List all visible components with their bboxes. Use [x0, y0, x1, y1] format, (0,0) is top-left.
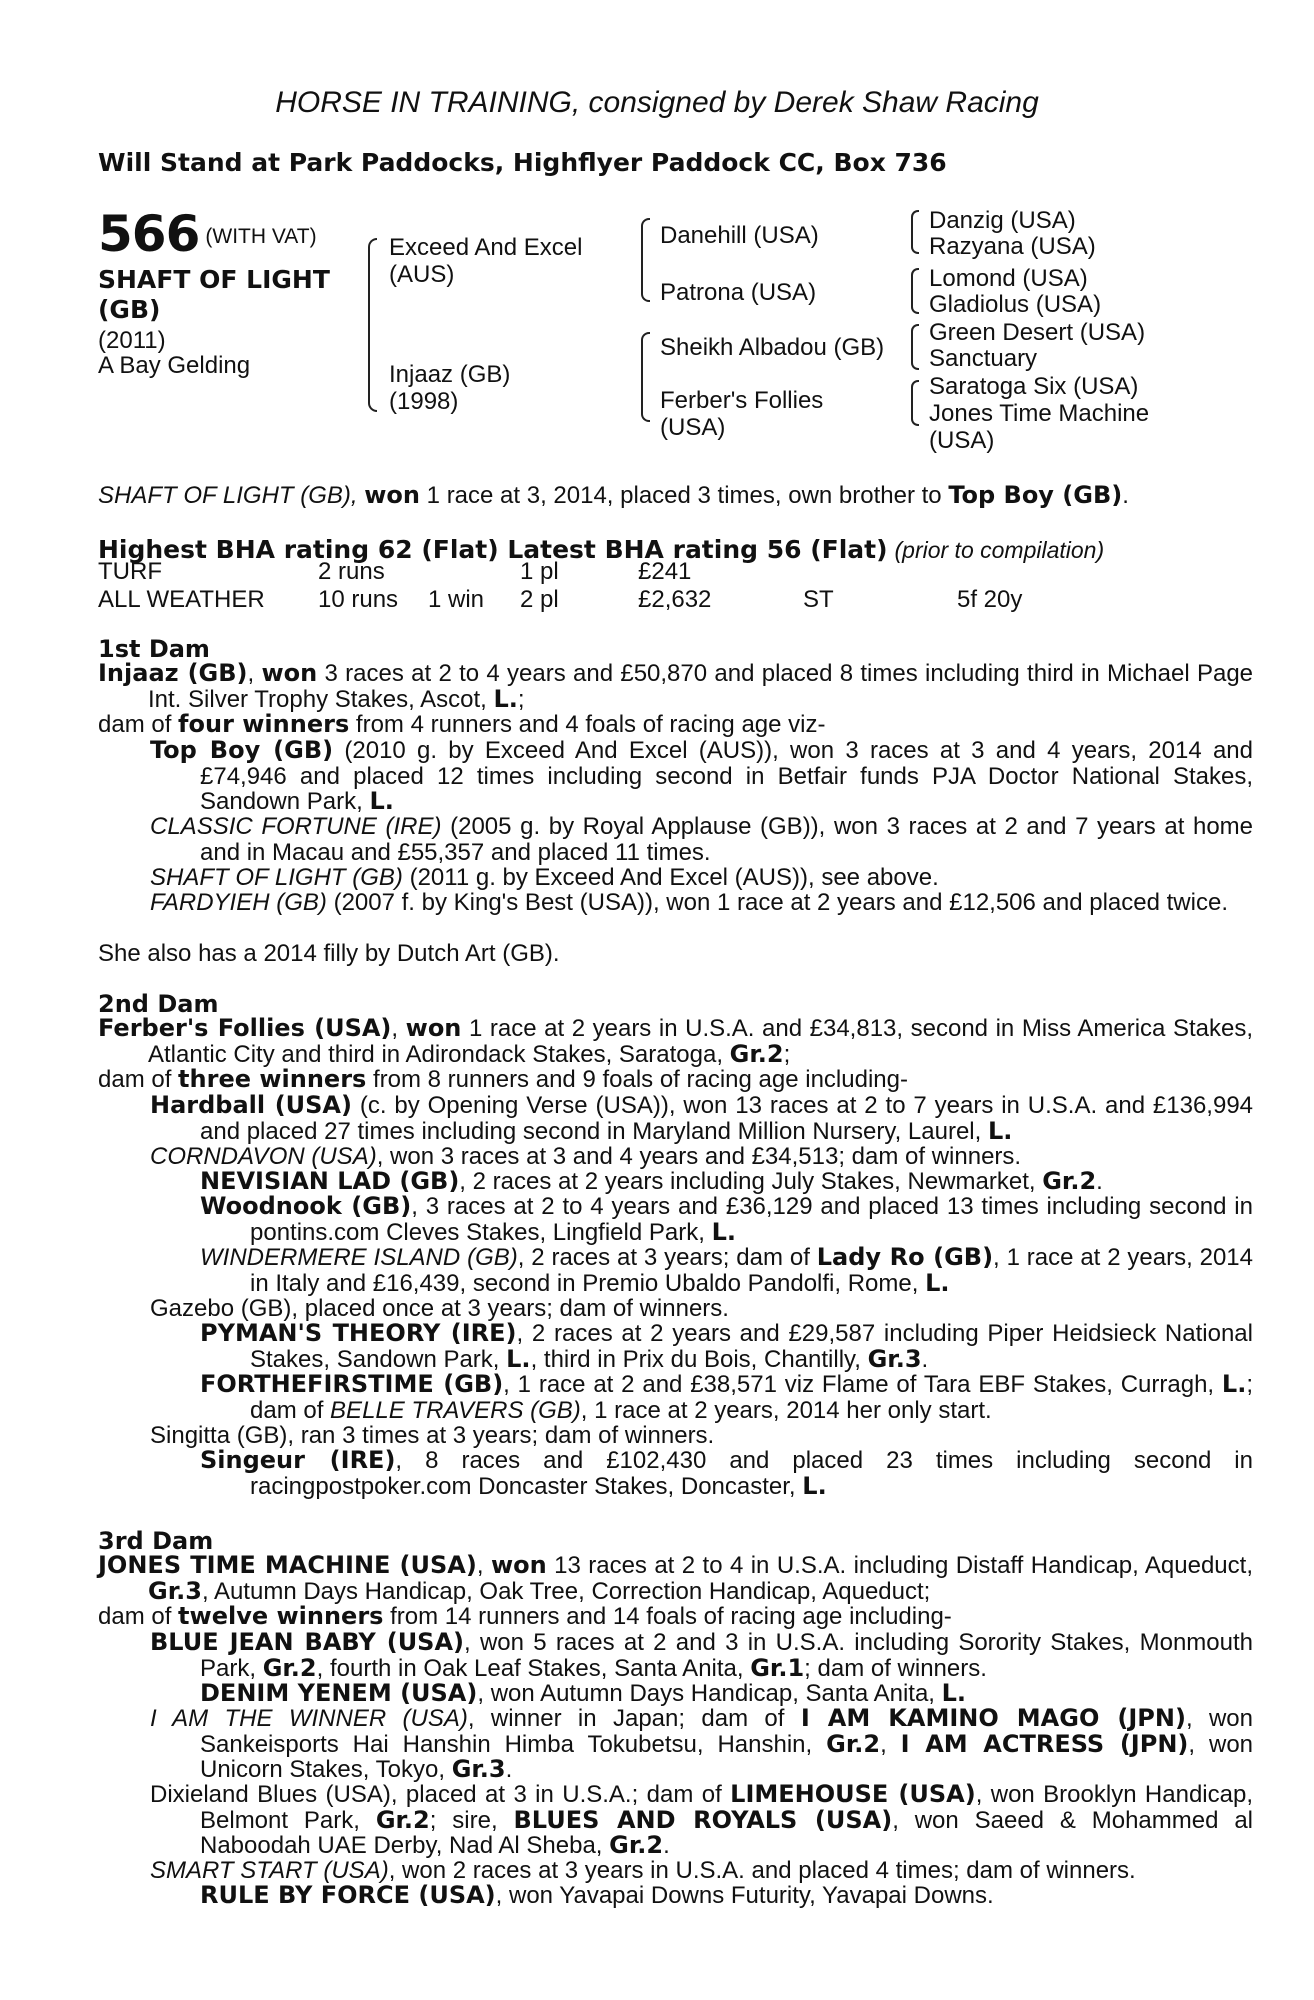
ped-sire-sire: Danehill (USA) [660, 222, 819, 249]
dam2-produce-intro: dam of three winners from 8 runners and 9 foals of racing age including- [98, 1065, 908, 1093]
dam1-produce-intro: dam of four winners from 4 runners and 4 foals of racing age viz- [98, 710, 826, 738]
record-distance: 5f 20y [957, 586, 1023, 613]
record-money: £241 [638, 558, 692, 585]
ped-g5: Green Desert (USA) [929, 319, 1146, 346]
dam2-summary: Ferber's Follies (USA), won 1 race at 2 years in U.S.A. and £34,813, second in Miss America Stakes, Atlantic City and third in Adirondack Stakes, Saratoga, Gr.2; [98, 1014, 1254, 1068]
horse-name-line1: SHAFT OF LIGHT [98, 265, 330, 294]
dam1-foal-fardyieh: FARDYIEH (GB) (2007 f. by King's Best (USA)), won 1 race at 2 years and £12,506 and placed twice. [150, 889, 1228, 916]
dam2-gfoal-woodnook: Woodnook (GB), 3 races at 2 to 4 years and £36,129 and placed 13 times including second in pontins.com Cleves Stakes, Lingfield Park, L. [200, 1192, 1253, 1246]
second-dam-heading: 2nd Dam [98, 990, 219, 1018]
lot-header [98, 205, 317, 263]
vat-label: (WITH VAT) [205, 225, 317, 248]
dam3-foal-dixieland-blues: Dixieland Blues (USA), placed at 3 in U.S.A.; dam of LIMEHOUSE (USA), won Brooklyn Handicap, Belmont Park, Gr.2; sire, BLUES AND ROYALS (USA), won Saeed & Mohammed al Naboodah UAE Derby, Nad Al Sheba, Gr.2. [150, 1780, 1254, 1859]
g-brace-1 [911, 210, 919, 254]
dam3-produce-intro: dam of twelve winners from 14 runners and 14 foals of racing age including- [98, 1602, 952, 1630]
ped-dam: Injaaz (GB) (1998) [389, 361, 511, 415]
dam1-foal-top-boy: Top Boy (GB) (2010 g. by Exceed And Excel (AUS)), won 3 races at 3 and 4 years, 2014 and £74,946 and placed 12 times including second in Betfair funds PJA Doctor National Stakes, Sandown Park, L. [150, 736, 1253, 815]
dam2-gfoal-nevisian-lad: NEVISIAN LAD (GB), 2 races at 2 years including July Stakes, Newmarket, Gr.2. [200, 1167, 1103, 1195]
ped-g7: Saratoga Six (USA) [929, 373, 1139, 400]
race-summary: SHAFT OF LIGHT (GB), won 1 race at 3, 2014, placed 3 times, own brother to Top Boy (GB). [98, 481, 1129, 509]
dam2-gfoal-windermere-island: WINDERMERE ISLAND (GB), 2 races at 3 years; dam of Lady Ro (GB), 1 race at 2 years, 2014 in Italy and £16,439, second in Premio Ubaldo Pandolfi, Rome, L. [200, 1243, 1254, 1297]
g-brace-3 [911, 324, 919, 370]
dam3-summary: JONES TIME MACHINE (USA), won 13 races at 2 to 4 in U.S.A. including Distaff Handicap, Aqueduct, Gr.3, Autumn Days Handicap, Oak Tree, Correction Handicap, Aqueduct; [98, 1551, 1253, 1605]
horse-name [98, 265, 330, 325]
dam2-foal-gazebo: Gazebo (GB), placed once at 3 years; dam of winners. [150, 1295, 729, 1322]
ped-dam-dam: Ferber's Follies (USA) [660, 387, 824, 441]
dam1-summary: Injaaz (GB), won 3 races at 2 to 4 years and £50,870 and placed 8 times including third in Michael Page Int. Silver Trophy Stakes, Ascot, L.; [98, 659, 1254, 713]
page-title: HORSE IN TRAINING, consigned by Derek Shaw Racing [275, 86, 1039, 119]
record-turf [0, 558, 1314, 586]
dam2-gfoal-singeur: Singeur (IRE), 8 races and £102,430 and placed 23 times including second in racingpostpoker.com Doncaster Stakes, Doncaster, L. [200, 1446, 1253, 1500]
dam1-yearling-note: She also has a 2014 filly by Dutch Art (GB). [98, 940, 560, 967]
horse-year: (2011) [98, 327, 166, 354]
dam3-foal-blue-jean-baby: BLUE JEAN BABY (USA), won 5 races at 2 and 3 in U.S.A. including Sorority Stakes, Monmouth Park, Gr.2, fourth in Oak Leaf Stakes, Santa Anita, Gr.1; dam of winners. [150, 1628, 1253, 1682]
dam3-foal-i-am-the-winner: I AM THE WINNER (USA), winner in Japan; dam of I AM KAMINO MAGO (JPN), won Sankeisports Hai Hanshin Himba Tokubetsu, Hanshin, Gr.2, I AM ACTRESS (JPN), won Unicorn Stakes, Tokyo, Gr.3. [150, 1704, 1254, 1783]
dam3-gfoal-rule-by-force: RULE BY FORCE (USA), won Yavapai Downs Futurity, Yavapai Downs. [200, 1881, 994, 1909]
dam3-foal-smart-start: SMART START (USA), won 2 races at 3 years in U.S.A. and placed 4 times; dam of winners. [150, 1857, 1136, 1884]
dam2-foal-singitta: Singitta (GB), ran 3 times at 3 years; dam of winners. [150, 1422, 715, 1449]
ped-g8: Jones Time Machine (USA) [929, 400, 1150, 454]
stand-location: Will Stand at Park Paddocks, Highflyer Paddock CC, Box 736 [98, 148, 947, 177]
lot-number: 566 [98, 205, 200, 263]
ped-g2: Razyana (USA) [929, 233, 1096, 260]
record-wins: 1 win [428, 586, 485, 613]
ped-sire: Exceed And Excel (AUS) [389, 234, 583, 288]
ped-g4: Gladiolus (USA) [929, 291, 1102, 318]
record-label: ALL WEATHER [98, 586, 265, 613]
dam3-gfoal-denim-yenem: DENIM YENEM (USA), won Autumn Days Handicap, Santa Anita, L. [200, 1679, 967, 1707]
dam1-foal-shaft-of-light: SHAFT OF LIGHT (GB) (2011 g. by Exceed And Excel (AUS)), see above. [150, 864, 939, 891]
g-brace-2 [911, 268, 919, 314]
dam2-foal-hardball: Hardball (USA) (c. by Opening Verse (USA)), won 13 races at 2 to 7 years in U.S.A. and £136,994 and placed 27 times including second in Maryland Million Nursery, Laurel, L. [150, 1091, 1254, 1145]
record-runs: 10 runs [318, 586, 399, 613]
ped-dam-sire: Sheikh Albadou (GB) [660, 334, 885, 361]
ped-sire-dam: Patrona (USA) [660, 279, 817, 306]
ped-g1: Danzig (USA) [929, 207, 1076, 234]
record-placed: 2 pl [520, 586, 559, 613]
sire-dam-brace [368, 238, 377, 412]
sire-parents-brace [641, 218, 650, 302]
g-brace-4 [911, 380, 919, 426]
bha-rating: Highest BHA rating 62 (Flat) Latest BHA rating 56 (Flat) (prior to compilation) [98, 535, 1105, 564]
dam2-gfoal-forthefirstime: FORTHEFIRSTIME (GB), 1 race at 2 and £38,571 viz Flame of Tara EBF Stakes, Curragh, L.; dam of BELLE TRAVERS (GB), 1 race at 2 years, 2014 her only start. [200, 1370, 1254, 1424]
ped-g6: Sanctuary [929, 345, 1038, 372]
dam2-gfoal-pymans-theory: PYMAN'S THEORY (IRE), 2 races at 2 years and £29,587 including Piper Heidsieck National Stakes, Sandown Park, L., third in Prix du Bois, Chantilly, Gr.3. [200, 1319, 1253, 1373]
horse-description: A Bay Gelding [98, 352, 251, 379]
dam2-foal-corndavon: CORNDAVON (USA), won 3 races at 3 and 4 years and £34,513; dam of winners. [150, 1143, 1022, 1170]
ped-g3: Lomond (USA) [929, 265, 1088, 292]
dam1-foal-classic-fortune: CLASSIC FORTUNE (IRE) (2005 g. by Royal Applause (GB)), won 3 races at 2 and 7 years at home and in Macau and £55,357 and placed 11 times. [150, 813, 1254, 866]
record-runs: 2 runs [318, 558, 385, 585]
dam-parents-brace [641, 332, 650, 422]
record-all-weather [0, 586, 1314, 614]
first-dam-heading: 1st Dam [98, 635, 210, 663]
third-dam-heading: 3rd Dam [98, 1527, 214, 1555]
record-placed: 1 pl [520, 558, 559, 585]
record-going: ST [803, 586, 834, 613]
record-label: TURF [98, 558, 162, 585]
horse-name-line2: (GB) [98, 295, 161, 324]
record-money: £2,632 [638, 586, 712, 613]
